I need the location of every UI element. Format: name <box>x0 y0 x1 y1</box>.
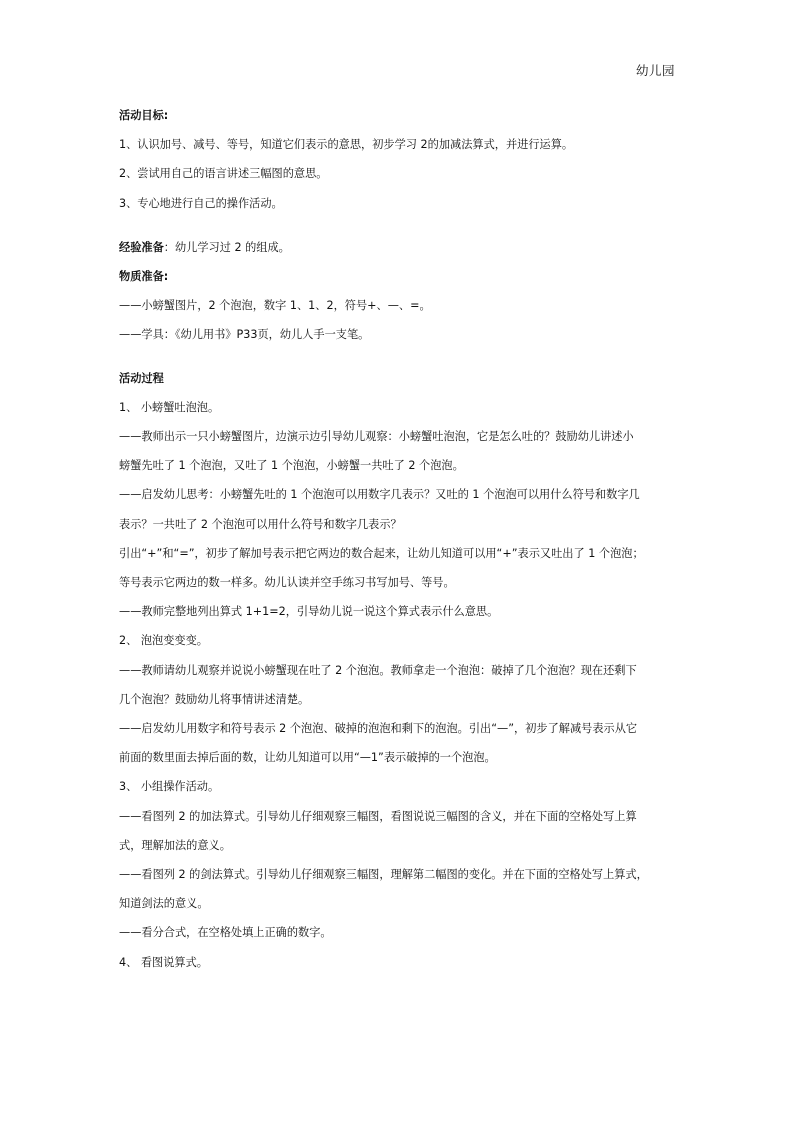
process-line: ——看图列 2 的剑法算式。引导幼儿仔细观察三幅图，理解第二幅图的变化。并在下面的空格处写上算式， <box>119 868 648 882</box>
goals-title: 活动目标: <box>119 109 169 122</box>
process-line: 前面的数里面去掉后面的数，让幼儿知道可以用“—1”表示破掉的一个泡泡。 <box>119 751 496 765</box>
goal-item: 2、尝试用自己的语言讲述三幅图的意思。 <box>119 167 328 181</box>
goal-item: 3、专心地进行自己的操作活动。 <box>119 196 283 210</box>
process-line: ——看分合式，在空格处填上正确的数字。 <box>119 926 332 940</box>
process-line: 1、 小螃蟹吐泡泡。 <box>119 400 220 414</box>
experience-prep-text: ：幼儿学习过 2 的组成。 <box>163 240 290 254</box>
process-line: 表示？一共吐了 2 个泡泡可以用什么符号和数字几表示？ <box>119 517 402 531</box>
process-line: 等号表示它两边的数一样多。幼儿认读并空手练习书写加号、等号。 <box>119 576 455 590</box>
experience-prep <box>119 233 679 262</box>
process-line: ——教师完整地列出算式 1+1=2，引导幼儿说一说这个算式表示什么意思。 <box>119 605 499 619</box>
process-line: ——启发幼儿思考：小螃蟹先吐的 1 个泡泡可以用数字几表示？又吐的 1 个泡泡可以用什么符号和数字几 <box>119 488 640 502</box>
experience-prep-label: 经验准备 <box>119 240 164 254</box>
process-line: 3、 小组操作活动。 <box>119 780 220 794</box>
process-line: 2、 泡泡变变变。 <box>119 634 208 648</box>
process-line: 几个泡泡？鼓励幼儿将事情讲述清楚。 <box>119 692 310 706</box>
header-label: 幼儿园 <box>635 63 675 78</box>
process-title: 活动过程 <box>119 371 164 385</box>
process-line: 知道剑法的意义。 <box>119 897 209 911</box>
spacer <box>119 350 679 364</box>
material-item: ——学具：《幼儿用书》P33页，幼儿人手一支笔。 <box>119 328 370 342</box>
process-line: 4、 看图说算式。 <box>119 955 208 969</box>
spacer <box>119 218 679 233</box>
document-body <box>119 101 679 977</box>
process-line: ——看图列 2 的加法算式。引导幼儿仔细观察三幅图，看图说说三幅图的含义，并在下面的空格处写上算 <box>119 809 637 823</box>
process-line: ——教师请幼儿观察并说说小螃蟹现在吐了 2 个泡泡。教师拿走一个泡泡：破掉了几个泡泡？现在还剩下 <box>119 663 637 677</box>
goal-item: 1、认识加号、减号、等号，知道它们表示的意思，初步学习 2的加减法算式，并进行运算。 <box>119 138 574 152</box>
process-line: 引出“+”和“=”，初步了解加号表示把它两边的数合起来，让幼儿知道可以用“+”表示又吐出了 1 个泡泡； <box>119 546 644 560</box>
process-line: 螃蟹先吐了 1 个泡泡，又吐了 1 个泡泡，小螃蟹一共吐了 2 个泡泡。 <box>119 459 464 473</box>
material-item: ——小螃蟹图片，2 个泡泡，数字 1、1、2，符号+、—、=。 <box>119 299 431 313</box>
material-prep-title: 物质准备: <box>119 270 169 284</box>
process-line: ——启发幼儿用数字和符号表示 2 个泡泡、破掉的泡泡和剩下的泡泡。引出“—”，初步了解减号表示从它 <box>119 722 638 736</box>
process-line: ——教师出示一只小螃蟹图片，边演示边引导幼儿观察：小螃蟹吐泡泡，它是怎么吐的？鼓励幼儿讲述小 <box>119 430 634 444</box>
process-line: 式，理解加法的意义。 <box>119 838 231 852</box>
